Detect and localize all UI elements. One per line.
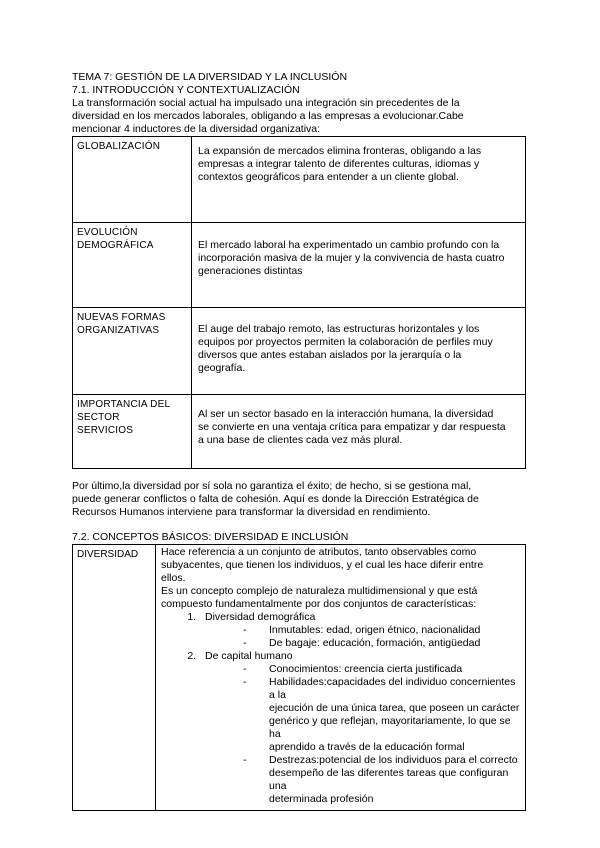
driver-key: NUEVAS FORMAS ORGANIZATIVAS (73, 308, 192, 395)
section-heading: 7.2. CONCEPTOS BÁSICOS: DIVERSIDAD E INCLUSIÓN (72, 531, 349, 543)
closing-paragraph: Por último,la diversidad por sí sola no garantiza el éxito; de hecho, si se gestiona mal, puede generar conflictos o falta de cohesión. Aquí es donde la Dirección Estratégica de Recursos Humanos interviene para transformar la diversidad en rendimiento. (72, 480, 479, 518)
table-row (73, 308, 526, 395)
drivers-table (72, 136, 526, 469)
list-item: - Habilidades:capacidades del individuo concernientes a la ejecución de una única tarea, que poseen un carácter genérico y que reflejan, mayoritariamente, lo que se ha aprendido a través de la educación formal (263, 676, 520, 754)
section-heading: 7.1. INTRODUCCIÓN Y CONTEXTUALIZACIÓN (72, 84, 300, 96)
driver-description: El mercado laboral ha experimentado un cambio profundo con la incorporación masiva de la mujer y la convivencia de hasta cuatro generaciones distintas (192, 223, 526, 308)
concept-definition: Hace referencia a un conjunto de atributos, tanto observables como subyacentes, que tienen los individuos, y el cual les hace diferir entre ellos. Es un concepto complejo de naturaleza multidimensional y que está compuesto fundamentalmente por dos conjuntos de características: 1. Diversidad demográfica - Inmutables: edad, origen étnico, nacionalidad - De bagaje: educación, formación, antigüedad 2. De capital humano - Conocimientos: creencia cierta justificada - Habilidades:capacidades del individuo concernientes a la ejecución de una única tarea, que poseen un carácter genérico y que reflejan, mayoritariamente, lo que se ha aprendido a través de la educación formal - Destrezas:potencial de los individuos para el correcto desempeño de las diferentes tareas que configuran una determinada profesión (156, 545, 526, 811)
list-item: - Destrezas:potencial de los individuos para el correcto desempeño de las diferentes tareas que configuran una determinada profesión (263, 754, 520, 806)
driver-description: El auge del trabajo remoto, las estructuras horizontales y los equipos por proyectos permiten la colaboración de perfiles muy diversos que antes estaban aislados por la jerarquía o la geografía. (192, 308, 526, 395)
list-item: - Inmutables: edad, origen étnico, nacionalidad (263, 624, 520, 637)
intro-paragraph: La transformación social actual ha impulsado una integración sin precedentes de la diversidad en los mercados laborales, obligando a las empresas a evolucionar.Cabe mencionar 4 inductores de la diversidad organizativa: (72, 97, 464, 135)
driver-description: Al ser un sector basado en la interacción humana, la diversidad se convierte en una ventaja crítica para empatizar y dar respuesta a una base de clientes cada vez más plural. (192, 395, 526, 469)
list-item: - Conocimientos: creencia cierta justificada (263, 663, 520, 676)
table-row (73, 545, 526, 811)
list-item: - De bagaje: educación, formación, antigüedad (263, 637, 520, 650)
characteristics-list (161, 611, 520, 806)
concept-key: DIVERSIDAD (73, 545, 156, 811)
driver-key: IMPORTANCIA DEL SECTOR SERVICIOS (73, 395, 192, 469)
table-row (73, 223, 526, 308)
document-title: TEMA 7: GESTIÓN DE LA DIVERSIDAD Y LA INCLUSIÓN (72, 71, 348, 83)
document-page (72, 71, 532, 811)
concepts-table (72, 544, 526, 811)
driver-description: La expansión de mercados elimina fronteras, obligando a las empresas a integrar talento de diferentes culturas, idiomas y contextos geográficos para entender a un cliente global. (192, 137, 526, 223)
table-row (73, 137, 526, 223)
driver-key: GLOBALIZACIÓN (73, 137, 192, 223)
list-item: 2. De capital humano - Conocimientos: creencia cierta justificada - Habilidades:capacidades del individuo concernientes a la ejecución de una única tarea, que poseen un carácter genérico y que reflejan, mayoritariamente, lo que se ha aprendido a través de la educación formal - Destrezas:potencial de los individuos para el correcto desempeño de las diferentes tareas que configuran una determinada profesión (199, 650, 520, 806)
driver-key: EVOLUCIÓN DEMOGRÁFICA (73, 223, 192, 308)
table-row (73, 395, 526, 469)
list-item: 1. Diversidad demográfica - Inmutables: edad, origen étnico, nacionalidad - De bagaje: educación, formación, antigüedad (199, 611, 520, 650)
